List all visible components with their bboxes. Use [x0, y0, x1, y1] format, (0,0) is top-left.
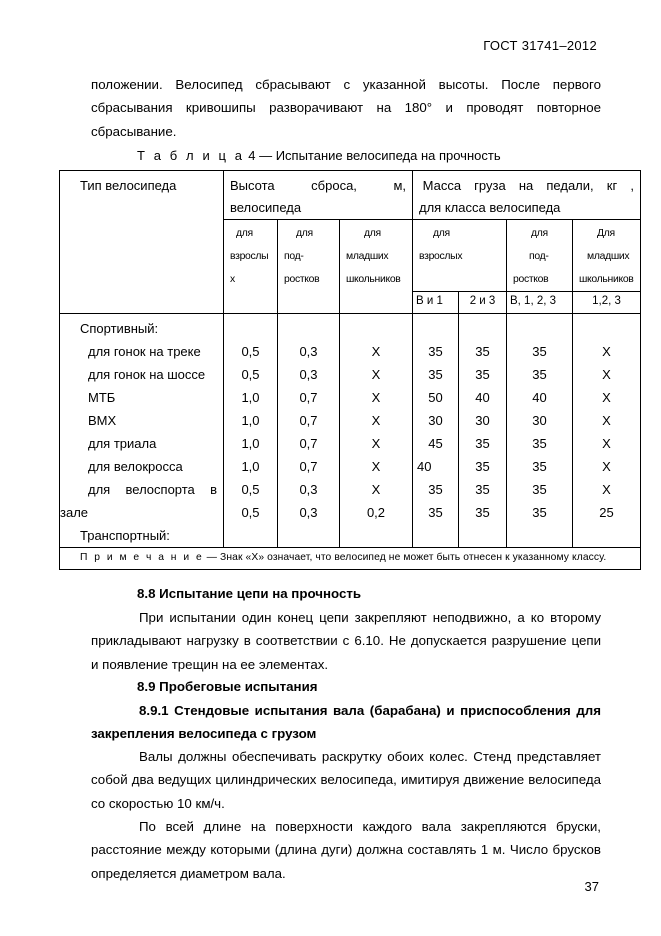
col-header-type: Тип велосипеда — [60, 171, 224, 314]
mass-teen-column — [507, 314, 573, 548]
value-cell: X — [602, 344, 611, 359]
value-cell: X — [371, 436, 381, 451]
value-cell — [278, 524, 339, 547]
caption-label: Т а б л и ц а — [137, 148, 245, 163]
value-cell: 0,3 — [299, 482, 318, 497]
bicycle-type-cell: Транспортный: — [80, 528, 170, 543]
value-cell — [340, 524, 412, 547]
value-cell: 35 — [532, 482, 547, 497]
intro-paragraph — [91, 73, 601, 143]
value-cell: 1,0 — [241, 459, 260, 474]
value-cell: 35 — [475, 436, 490, 451]
value-cell: 35 — [532, 344, 547, 359]
header-line: Высота сброса, м, — [230, 178, 406, 193]
value-cell: 0,3 — [299, 344, 318, 359]
mass-adult-b1-column — [413, 314, 459, 548]
value-cell: 35 — [428, 505, 443, 520]
value-cell: 40 — [475, 390, 490, 405]
bicycle-type-cell: для велокросса — [88, 459, 183, 474]
value-cell: X — [371, 482, 381, 497]
bicycle-type-cell: для гонок на треке — [88, 344, 201, 359]
value-cell — [278, 317, 339, 340]
bicycle-type-cell: для гонок на шоссе — [88, 367, 206, 382]
bicycle-type-cell: для триала — [88, 436, 157, 451]
subheader-mass-junior: Для младших школьников — [573, 220, 641, 292]
value-cell: X — [602, 413, 611, 428]
height-adult-column — [224, 314, 278, 548]
value-cell: 1,0 — [241, 413, 260, 428]
section-8-9-1-title — [91, 699, 601, 746]
value-cell — [413, 524, 458, 547]
value-cell: 35 — [475, 367, 490, 382]
value-cell — [573, 317, 640, 340]
value-cell — [413, 317, 458, 340]
value-cell — [459, 524, 506, 547]
page-number: 37 — [584, 879, 599, 894]
value-cell: X — [371, 344, 381, 359]
value-cell: 30 — [532, 413, 547, 428]
value-cell: X — [602, 459, 611, 474]
value-cell: 0,7 — [299, 390, 318, 405]
text-line: При испытании один конец цепи закрепляют неподвижно, а ко второму — [139, 610, 601, 625]
text-line: собой два ведущих цилиндрических велосипеда, имитируя движение велосипеда — [91, 772, 601, 788]
bicycle-type-cell: для велоспорта в — [88, 482, 217, 497]
value-cell: 35 — [428, 482, 443, 497]
header-line: велосипеда — [230, 200, 302, 215]
header-line: Масса груза на педали, кг , — [419, 178, 634, 193]
subheader-height-adult: для взрослы х — [224, 220, 278, 314]
class-cell: 1,2, 3 — [573, 292, 641, 314]
value-cell: 35 — [532, 436, 547, 451]
value-cell — [340, 317, 412, 340]
height-junior-column — [340, 314, 413, 548]
value-cell: 0,5 — [241, 367, 260, 382]
value-cell: X — [602, 482, 611, 497]
note-text: — Знак «X» означает, что велосипед не может быть отнесен к указанному классу. — [203, 552, 607, 563]
strength-test-table — [59, 170, 641, 570]
document-code: ГОСТ 31741–2012 — [483, 38, 597, 53]
value-cell: 0,7 — [299, 436, 318, 451]
value-cell — [507, 524, 572, 547]
value-cell: 1,0 — [241, 436, 260, 451]
value-cell — [459, 317, 506, 340]
mass-adult-23-column — [459, 314, 507, 548]
value-cell: 35 — [475, 482, 490, 497]
table-caption — [137, 148, 501, 163]
subheader-mass-teen: для под- ростков — [507, 220, 573, 292]
value-cell: 0,3 — [299, 367, 318, 382]
value-cell — [224, 317, 277, 340]
value-cell: 35 — [428, 344, 443, 359]
note-label: П р и м е ч а н и е — [80, 552, 204, 563]
section-8-9-1-paragraph-1 — [91, 745, 601, 815]
header-line: для класса велосипеда — [419, 200, 561, 215]
text-line: Валы должны обеспечивать раскрутку обоих колес. Стенд представляет — [139, 749, 601, 764]
value-cell: 0,5 — [241, 505, 260, 520]
class-cell: В, 1, 2, 3 — [507, 292, 573, 314]
subheader-mass-adult: для взрослых — [413, 220, 507, 292]
value-cell: 30 — [428, 413, 443, 428]
class-cell: 2 и 3 — [459, 292, 507, 314]
value-cell: X — [371, 413, 381, 428]
bicycle-type-cell: Спортивный: — [80, 321, 159, 336]
table-note — [60, 548, 641, 570]
value-cell: 35 — [475, 459, 490, 474]
value-cell: 35 — [475, 505, 490, 520]
text-line: прикладывают нагрузку в соответствии с 6.10. Не допускается разрушение цепи — [91, 633, 601, 649]
value-cell: 35 — [532, 505, 547, 520]
value-cell — [507, 317, 572, 340]
text-line: определяется диаметром вала. — [91, 865, 286, 881]
text-line: 8.9.1 Стендовые испытания вала (барабана) и приспособления для — [139, 703, 601, 718]
text-line: со скоростью 10 км/ч. — [91, 795, 225, 811]
value-cell: X — [371, 390, 381, 405]
text-line: закрепления велосипеда с грузом — [91, 726, 317, 742]
value-cell — [224, 524, 277, 547]
col-header-height — [224, 171, 413, 220]
caption-text: 4 — Испытание велосипеда на прочность — [248, 148, 501, 163]
value-cell: 35 — [532, 459, 547, 474]
text-line: положении. Велосипед сбрасывают с указанной высоты. После первого — [91, 77, 601, 92]
section-8-9-1-paragraph-2 — [91, 815, 601, 885]
value-cell: X — [371, 459, 381, 474]
value-cell — [573, 524, 640, 547]
text-line: сбрасывания кривошипы разворачивают на 180° и проводят повторное — [91, 100, 601, 116]
value-cell: 35 — [532, 367, 547, 382]
mass-junior-column — [573, 314, 641, 548]
value-cell: 25 — [599, 505, 614, 520]
section-8-8-title: 8.8 Испытание цепи на прочность — [137, 586, 362, 601]
bicycle-type-cell: МТБ — [88, 390, 116, 405]
class-cell: В и 1 — [413, 292, 459, 314]
value-cell: 35 — [475, 344, 490, 359]
value-cell: 1,0 — [241, 390, 260, 405]
type-column — [60, 314, 224, 548]
value-cell: 45 — [428, 436, 443, 451]
value-cell: X — [602, 436, 611, 451]
bicycle-type-cell: BMX — [88, 413, 117, 428]
value-cell: 0,7 — [299, 459, 318, 474]
value-cell: 30 — [475, 413, 490, 428]
section-8-8-paragraph — [91, 606, 601, 676]
value-cell: 35 — [428, 367, 443, 382]
section-8-9-title: 8.9 Пробеговые испытания — [137, 679, 318, 694]
col-header-mass — [413, 171, 641, 220]
text-line: расстояние между которыми (длина дуги) должна составлять 1 м. Число брусков — [91, 842, 601, 858]
table-body — [60, 314, 641, 548]
value-cell: 0,5 — [241, 482, 260, 497]
value-cell: 0,7 — [299, 413, 318, 428]
bicycle-type-cell: зале — [60, 505, 89, 520]
value-cell: 0,5 — [241, 344, 260, 359]
value-cell: 40 — [417, 459, 432, 474]
text-line: сбрасывание. — [91, 123, 177, 139]
value-cell: 40 — [532, 390, 547, 405]
value-cell: X — [371, 367, 381, 382]
text-line: и появление трещин на ее элементах. — [91, 656, 329, 672]
subheader-height-junior: для младших школьников — [340, 220, 413, 314]
value-cell: 0,2 — [366, 505, 386, 520]
value-cell: 50 — [428, 390, 443, 405]
value-cell: X — [602, 367, 611, 382]
value-cell: X — [602, 390, 611, 405]
value-cell: 0,3 — [299, 505, 318, 520]
subheader-height-teen: для под- ростков — [278, 220, 340, 314]
height-teen-column — [278, 314, 340, 548]
text-line: По всей длине на поверхности каждого вала закрепляются бруски, — [139, 819, 601, 834]
